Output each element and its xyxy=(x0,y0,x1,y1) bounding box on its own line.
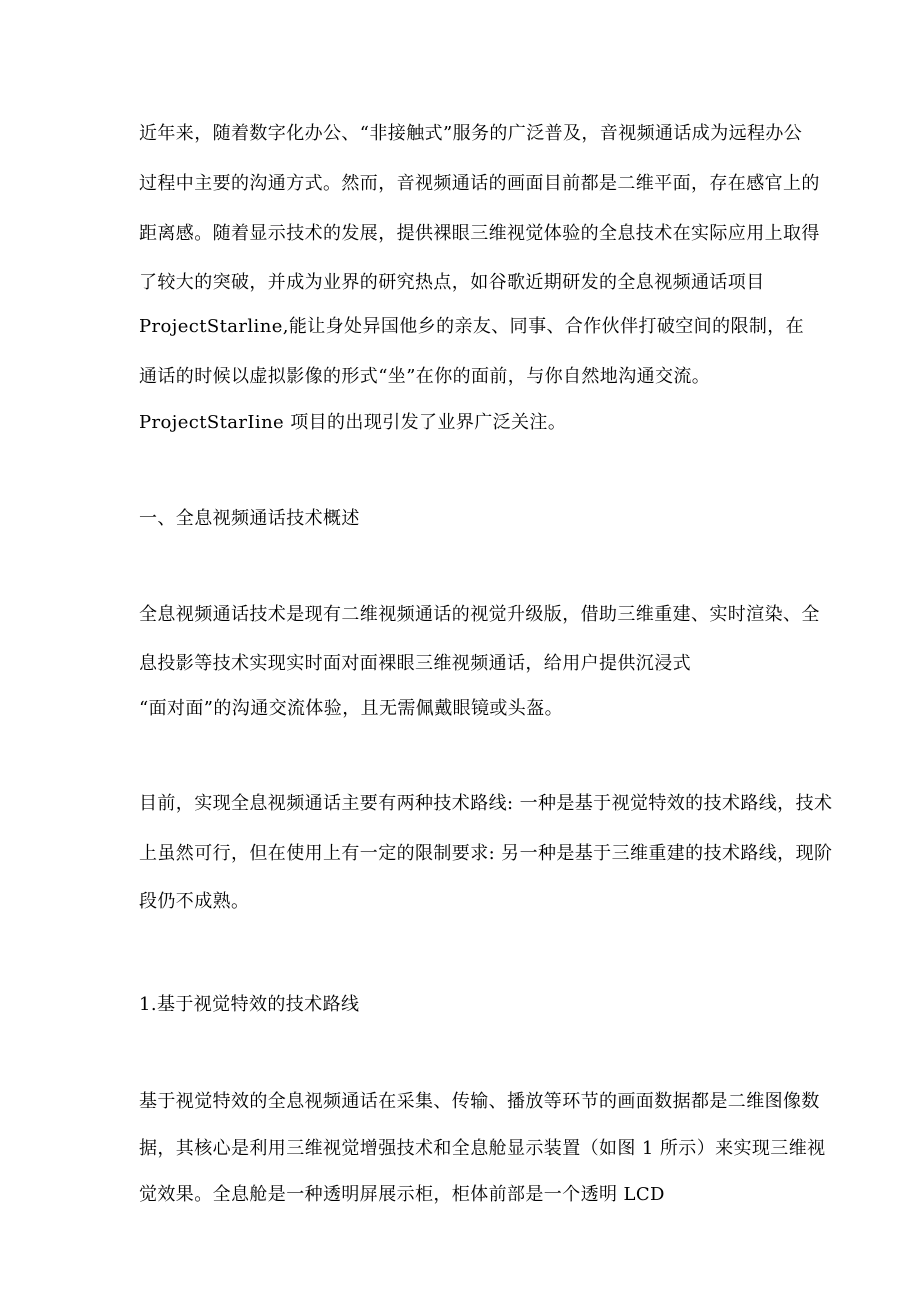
section-p2-line-1: 目前，实现全息视频通话主要有两种技术路线: 一种是基于视觉特效的技术路线，技术 xyxy=(139,793,833,814)
section-p1-line-2: 息投影等技术实现实时面对面裸眼三维视频通话，给用户提供沉浸式 xyxy=(139,653,691,674)
intro-line-5: ProjectStarline,能让身处异国他乡的亲友、同事、合作伙伴打破空间的限制，在 xyxy=(139,316,805,337)
intro-line-3: 距离感。随着显示技术的发展，提供裸眼三维视觉体验的全息技术在实际应用上取得 xyxy=(139,223,820,244)
section-p2-line-3: 段仍不成熟。 xyxy=(139,891,250,912)
intro-line-6: 通话的时候以虚拟影像的形式“坐”在你的面前，与你自然地沟通交流。 xyxy=(139,366,711,387)
subsection-line-3: 觉效果。全息舱是一种透明屏展示柜，柜体前部是一个透明 LCD xyxy=(139,1184,665,1205)
section-heading: 一、全息视频通话技术概述 xyxy=(139,508,360,529)
section-p2-line-2: 上虽然可行，但在使用上有一定的限制要求: 另一种是基于三维重建的技术路线，现阶 xyxy=(139,843,833,864)
subsection-line-1: 基于视觉特效的全息视频通话在采集、传输、播放等环节的画面数据都是二维图像数 xyxy=(139,1091,820,1112)
intro-line-2: 过程中主要的沟通方式。然而，音视频通话的画面目前都是二维平面，存在感官上的 xyxy=(139,173,820,194)
intro-line-7: ProjectStarIine 项目的出现引发了业界广泛关注。 xyxy=(139,412,567,433)
intro-line-4: 了较大的突破，并成为业界的研究热点，如谷歌近期研发的全息视频通话项目 xyxy=(139,272,765,293)
section-p1-line-1: 全息视频通话技术是现有二维视频通话的视觉升级版，借助三维重建、实时渲染、全 xyxy=(139,604,820,625)
subsection-heading: 1.基于视觉特效的技术路线 xyxy=(139,994,360,1015)
intro-line-1: 近年来，随着数字化办公、“非接触式”服务的广泛普及，音视频通话成为远程办公 xyxy=(139,123,803,144)
section-p1-line-3: “面对面”的沟通交流体验，且无需佩戴眼镜或头盔。 xyxy=(139,698,564,719)
subsection-line-2: 据，其核心是利用三维视觉增强技术和全息舱显示装置（如图 1 所示）来实现三维视 xyxy=(139,1138,826,1159)
